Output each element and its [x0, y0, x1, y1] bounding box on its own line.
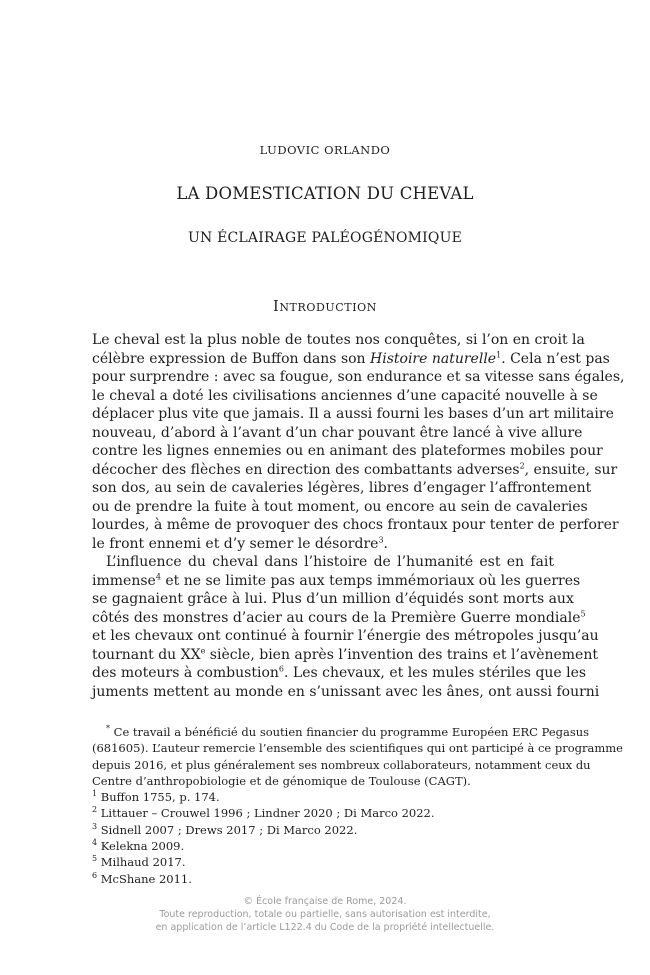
footnote-marker: 6	[278, 664, 284, 674]
author-name: LUDOVIC ORLANDO	[259, 143, 391, 157]
body-line	[92, 442, 603, 461]
body-line-text: se gagnaient grâce à lui. Plus d’un million d’équidés sont morts aux	[92, 591, 574, 607]
footnote-marker: 2	[519, 460, 525, 470]
footnote-line-text: Milhaud 2017.	[97, 855, 186, 870]
body-line-text: contre les lignes ennemies ou en animant des plateformes mobiles pour	[92, 443, 603, 459]
footnote-marker: 1	[92, 789, 98, 799]
footnote-line-text: Kelekna 2009.	[97, 839, 185, 854]
section-heading	[0, 299, 650, 315]
footnote-line	[92, 838, 554, 854]
body-line-text: . Les chevaux, et les mules stériles que les	[284, 665, 587, 681]
body-line	[92, 590, 574, 609]
footer-copyright: © École française de Rome, 2024.	[243, 896, 407, 907]
body-line-text: le cheval a doté les civilisations anciennes d’une capacité nouvelle à se	[92, 387, 598, 404]
footnote-line-text: depuis 2016, et plus généralement ses nombreux collaborateurs, notamment ceux du	[92, 757, 591, 772]
footnote-marker: 3	[378, 534, 384, 544]
body-line-text: le front ennemi et d’y semer le désordre	[92, 535, 379, 552]
body-line	[92, 460, 618, 480]
body-line-text: nouveau, d’abord à l’avant d’un char pouvant être lancé à vive allure	[92, 424, 583, 441]
body-line	[92, 627, 599, 646]
footnote-line-text: Littauer – Crouwel 1996 ; Lindner 2020 ; Di Marco 2022.	[97, 806, 435, 821]
body-line	[92, 498, 588, 517]
footnote-marker: *	[106, 724, 110, 734]
body-line-text: Le cheval est la plus noble de toutes nos conquêtes, si l’on en croit la	[92, 332, 585, 348]
body-line-text: pour surprendre : avec sa fougue, son endurance et sa vitesse sans égales,	[92, 369, 625, 385]
copyright-footer	[0, 895, 650, 934]
footnote-line	[92, 822, 554, 838]
body-line-text: déplacer plus vite que jamais. Il a aussi fourni les bases d’un art militaire	[92, 406, 614, 422]
footnote-marker: e	[200, 645, 206, 655]
body-line	[92, 479, 592, 498]
body-line	[92, 535, 554, 554]
body-line-text: immense	[92, 572, 156, 589]
body-line-text: décocher des flèches en direction des combattants adverses	[92, 461, 520, 478]
body-line-text: juments mettent au monde en s’unissant avec les ânes, ont aussi fourni	[92, 683, 600, 700]
body-line-text: tournant du XX	[92, 646, 201, 663]
body-line-text: lourdes, à même de provoquer des chocs frontaux pour tenter de perforer	[92, 517, 619, 533]
footnote-marker: 4	[155, 571, 161, 581]
body-line	[92, 424, 583, 443]
footnote-line	[92, 724, 590, 740]
footnote-line	[92, 757, 591, 773]
footnote-line	[92, 789, 554, 805]
body-line	[92, 608, 586, 628]
body-text	[92, 331, 625, 701]
footnote-marker: 5	[92, 854, 98, 864]
footnote-marker: 4	[92, 838, 98, 848]
footer-rights: Toute reproduction, totale ou partielle, sans autorisation est interdite,	[159, 909, 491, 920]
footnote-marker: 6	[92, 870, 98, 880]
body-line	[92, 331, 585, 350]
body-line-text: des moteurs à combustion	[92, 665, 279, 681]
body-line	[92, 553, 554, 572]
body-line	[92, 664, 587, 683]
body-line-text: , ensuite, sur	[524, 461, 618, 478]
body-line-text: ou de prendre la fuite à tout moment, ou encore au sein de cavaleries	[92, 498, 588, 515]
body-line-text: côtés des monstres d’acier au cours de la Première Guerre mondiale	[92, 609, 581, 626]
footnote-line-text: Buffon 1755, p. 174.	[97, 790, 220, 805]
body-line	[92, 516, 619, 535]
body-line	[92, 349, 610, 369]
footnote-line	[92, 854, 554, 870]
footnote-line-text: Sidnell 2007 ; Drews 2017 ; Di Marco 2022.	[97, 822, 358, 837]
body-line-text: .	[383, 535, 388, 552]
body-line	[92, 645, 598, 665]
footnote-marker: 2	[92, 805, 98, 815]
footnote-line	[92, 773, 554, 789]
footnote-line-text: Centre d’anthropobiologie et de génomique de Toulouse (CAGT).	[92, 773, 471, 788]
body-line-text: Histoire naturelle	[370, 350, 497, 367]
body-line	[92, 368, 625, 387]
body-line-text: célèbre expression de Buffon dans son	[92, 350, 371, 367]
footnote-line-text: Ce travail a bénéficié du soutien financier du programme Européen ERC Pegasus	[110, 725, 590, 739]
section-heading-text: INTRODUCTION	[272, 299, 378, 315]
footnote-line-text: (681605). L’auteur remercie l’ensemble des scientifiques qui ont participé à ce programme	[92, 741, 623, 756]
chapter-title: LA DOMESTICATION DU CHEVAL	[176, 184, 474, 203]
body-line-text: siècle, bien après l’invention des trains et l’avènement	[205, 646, 598, 663]
footnotes	[92, 724, 623, 887]
footnote-marker: 1	[496, 349, 502, 359]
footnote-line	[92, 805, 554, 821]
body-line-text: son dos, au sein de cavaleries légères, libres d’engager l’affrontement	[92, 480, 592, 496]
body-line-text: et ne se limite pas aux temps immémoriaux où les guerres	[160, 572, 581, 589]
body-line	[92, 405, 614, 424]
body-line	[92, 387, 598, 406]
chapter-subtitle: UN ÉCLAIRAGE PALÉOGÉNOMIQUE	[187, 230, 462, 246]
body-line-text: L’influence du cheval dans l’histoire de l’humanité est en fait	[106, 554, 554, 570]
body-line	[92, 571, 581, 591]
footnote-marker: 5	[580, 608, 586, 618]
body-line-text: . Cela n’est pas	[501, 350, 610, 367]
body-line-text: et les chevaux ont continué à fournir l’énergie des métropoles jusqu’au	[92, 628, 599, 644]
footnote-line	[92, 871, 554, 887]
footnote-line-text: McShane 2011.	[97, 871, 192, 886]
footnote-line	[92, 740, 623, 756]
body-line	[92, 683, 600, 702]
footnote-marker: 3	[92, 821, 98, 831]
footer-law: en application de l’article L122.4 du Code de la propriété intellectuelle.	[155, 922, 495, 933]
